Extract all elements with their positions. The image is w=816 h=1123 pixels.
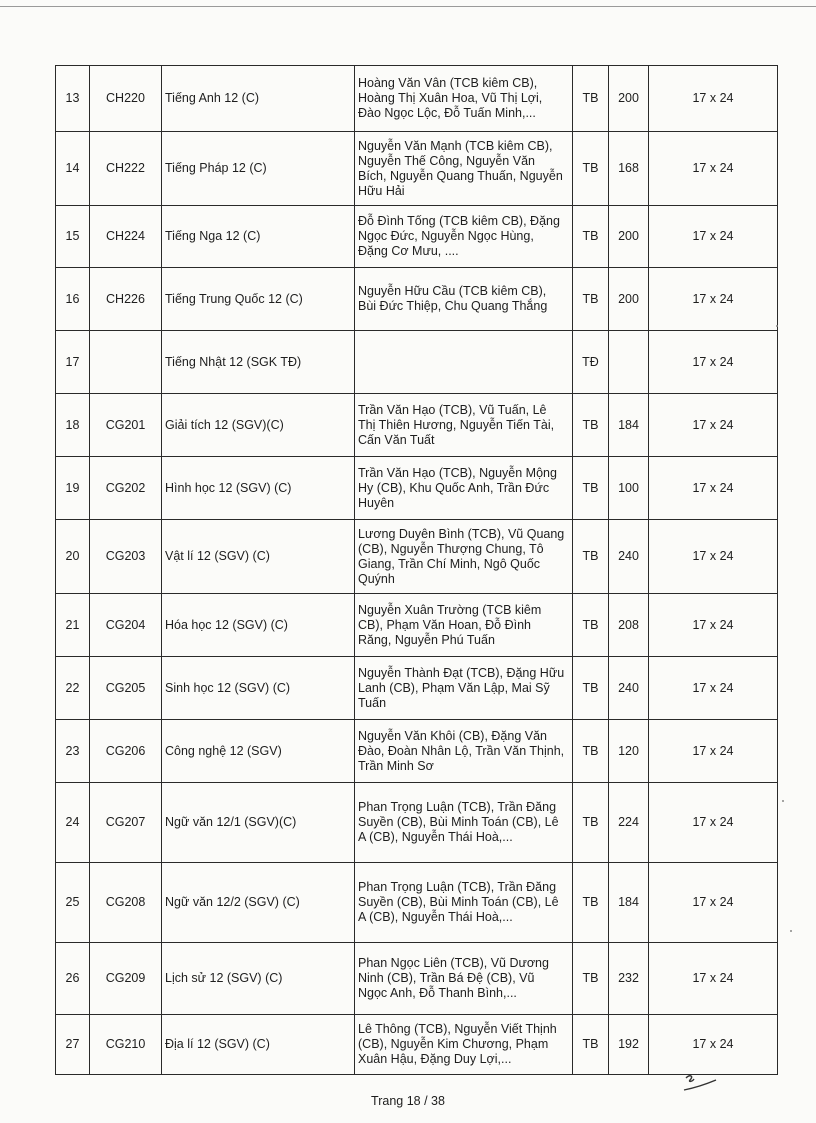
book-type: TB — [573, 1015, 609, 1075]
book-type: TB — [573, 394, 609, 457]
book-title: Tiếng Pháp 12 (C) — [162, 132, 355, 206]
book-size: 17 x 24 — [649, 520, 778, 594]
author-line: Hoàng Thị Xuân Hoa, Vũ Thị Lợi, — [358, 91, 543, 105]
page-count: 100 — [609, 457, 649, 520]
author-line: Lê Thông (TCB), Nguyễn Viết Thịnh — [358, 1022, 557, 1036]
table-row — [56, 331, 778, 394]
row-number: 25 — [56, 863, 90, 943]
author-line: Đào, Đoàn Nhân Lộ, Trần Văn Thịnh, — [358, 743, 565, 758]
author-line: Ngọc Đức, Nguyễn Ngọc Hùng, — [358, 229, 534, 243]
book-code: CG205 — [90, 657, 162, 720]
author-line: Hữu Hải — [358, 183, 405, 198]
author-line: Lương Duyên Bình (TCB), Vũ Quang — [358, 526, 565, 541]
table-row — [56, 520, 778, 594]
book-size: 17 x 24 — [649, 457, 778, 520]
book-title: Hóa học 12 (SGV) (C) — [162, 594, 355, 657]
book-title: Ngữ văn 12/1 (SGV)(C) — [162, 783, 355, 863]
author-line: Bùi Đức Thiệp, Chu Quang Thắng — [358, 299, 548, 313]
page-count: 200 — [609, 66, 649, 132]
book-authors — [355, 783, 573, 863]
row-number: 16 — [56, 268, 90, 331]
book-code: CG206 — [90, 720, 162, 783]
author-line: Ninh (CB), Trần Bá Đệ (CB), Vũ — [358, 971, 535, 985]
table-row — [56, 66, 778, 132]
row-number: 23 — [56, 720, 90, 783]
book-size: 17 x 24 — [649, 132, 778, 206]
author-line: Nguyễn Thành Đạt (TCB), Đặng Hữu — [358, 665, 565, 680]
author-line: Trần Văn Hạo (TCB), Nguyễn Mộng — [358, 465, 557, 480]
book-authors — [355, 720, 573, 783]
book-code: CH220 — [90, 66, 162, 132]
table-row — [56, 943, 778, 1015]
page-count: 184 — [609, 394, 649, 457]
author-line: Lanh (CB), Phạm Văn Lập, Mai Sỹ — [358, 680, 550, 695]
book-size: 17 x 24 — [649, 206, 778, 268]
author-line: Nguyễn Thế Công, Nguyễn Văn — [358, 153, 535, 168]
book-title: Tiếng Trung Quốc 12 (C) — [162, 268, 355, 331]
book-authors — [355, 594, 573, 657]
book-title: Giải tích 12 (SGV)(C) — [162, 394, 355, 457]
book-authors — [355, 132, 573, 206]
table-row — [56, 720, 778, 783]
book-authors — [355, 520, 573, 594]
book-code: CH222 — [90, 132, 162, 206]
page-count: 240 — [609, 520, 649, 594]
book-type: TB — [573, 268, 609, 331]
author-line: (CB), Nguyễn Kim Chương, Phạm — [358, 1037, 549, 1051]
author-line: Ngọc Anh, Đỗ Thanh Bình,... — [358, 986, 517, 1000]
author-line: Đặng Cơ Mưu, .... — [358, 244, 459, 258]
book-type: TB — [573, 720, 609, 783]
row-number: 24 — [56, 783, 90, 863]
author-line: Bích, Nguyễn Quang Thuấn, Nguyễn — [358, 168, 563, 183]
author-line: Hy (CB), Khu Quốc Anh, Trần Đức — [358, 480, 550, 495]
book-authors — [355, 268, 573, 331]
author-line: Huyên — [358, 495, 395, 510]
book-code: CG207 — [90, 783, 162, 863]
book-title: Tiếng Anh 12 (C) — [162, 66, 355, 132]
page-number: Trang 18 / 38 — [371, 1094, 445, 1108]
book-type: TB — [573, 863, 609, 943]
page-count — [609, 331, 649, 394]
author-line: Quýnh — [358, 571, 395, 586]
author-line: Nguyễn Hữu Cầu (TCB kiêm CB), — [358, 284, 547, 298]
book-title: Lịch sử 12 (SGV) (C) — [162, 943, 355, 1015]
table-row — [56, 657, 778, 720]
author-line: (CB), Nguyễn Thượng Chung, Tô — [358, 541, 544, 556]
book-title: Hình học 12 (SGV) (C) — [162, 457, 355, 520]
table-body — [56, 66, 778, 1075]
book-size: 17 x 24 — [649, 1015, 778, 1075]
book-authors — [355, 394, 573, 457]
page-count: 192 — [609, 1015, 649, 1075]
book-title: Ngữ văn 12/2 (SGV) (C) — [162, 863, 355, 943]
row-number: 19 — [56, 457, 90, 520]
book-type: TB — [573, 66, 609, 132]
book-title: Sinh học 12 (SGV) (C) — [162, 657, 355, 720]
table-row — [56, 206, 778, 268]
page-count: 120 — [609, 720, 649, 783]
author-line: Phan Ngọc Liên (TCB), Vũ Dương — [358, 956, 549, 970]
page-count: 224 — [609, 783, 649, 863]
scan-speck — [782, 800, 784, 802]
book-code: CG202 — [90, 457, 162, 520]
row-number: 13 — [56, 66, 90, 132]
row-number: 18 — [56, 394, 90, 457]
page-count: 200 — [609, 206, 649, 268]
book-title: Tiếng Nga 12 (C) — [162, 206, 355, 268]
scan-speck — [790, 930, 792, 932]
book-size: 17 x 24 — [649, 594, 778, 657]
top-rule — [0, 6, 816, 7]
book-authors — [355, 206, 573, 268]
table-row — [56, 268, 778, 331]
book-size: 17 x 24 — [649, 66, 778, 132]
row-number: 14 — [56, 132, 90, 206]
book-authors — [355, 457, 573, 520]
author-line: Xuân Hậu, Đặng Duy Lợi,... — [358, 1052, 512, 1066]
author-line: Trần Minh Sơ — [358, 758, 434, 773]
table-row — [56, 457, 778, 520]
table-row — [56, 394, 778, 457]
row-number: 21 — [56, 594, 90, 657]
scan-speck — [776, 325, 778, 327]
author-line: Nguyễn Văn Mạnh (TCB kiêm CB), — [358, 138, 553, 153]
book-code: CG209 — [90, 943, 162, 1015]
book-code: CH224 — [90, 206, 162, 268]
page-count: 200 — [609, 268, 649, 331]
book-type: TB — [573, 594, 609, 657]
page-count: 208 — [609, 594, 649, 657]
author-line: Cấn Văn Tuất — [358, 432, 435, 447]
table-row — [56, 132, 778, 206]
book-size: 17 x 24 — [649, 943, 778, 1015]
author-line: Suyền (CB), Bùi Minh Toán (CB), Lê — [358, 895, 559, 909]
book-authors — [355, 331, 573, 394]
page-count: 232 — [609, 943, 649, 1015]
book-size: 17 x 24 — [649, 783, 778, 863]
row-number: 17 — [56, 331, 90, 394]
author-line: Phan Trọng Luận (TCB), Trần Đăng — [358, 880, 557, 894]
author-line: A (CB), Nguyễn Thái Hoà,... — [358, 830, 513, 844]
book-authors — [355, 66, 573, 132]
row-number: 26 — [56, 943, 90, 1015]
table-row — [56, 783, 778, 863]
book-size: 17 x 24 — [649, 394, 778, 457]
book-title: Địa lí 12 (SGV) (C) — [162, 1015, 355, 1075]
author-line: Tuấn — [358, 695, 387, 710]
author-line: Nguyễn Xuân Trường (TCB kiêm — [358, 602, 542, 617]
book-code: CG203 — [90, 520, 162, 594]
book-type: TĐ — [573, 331, 609, 394]
book-code — [90, 331, 162, 394]
author-line: Thị Thiên Hương, Nguyễn Tiến Tài, — [358, 417, 555, 432]
book-size: 17 x 24 — [649, 863, 778, 943]
author-line: A (CB), Nguyễn Thái Hoà,... — [358, 910, 513, 924]
author-line: Đào Ngọc Lộc, Đỗ Tuấn Minh,... — [358, 106, 536, 120]
book-size: 17 x 24 — [649, 720, 778, 783]
book-authors — [355, 863, 573, 943]
book-authors — [355, 943, 573, 1015]
book-authors — [355, 1015, 573, 1075]
table-row — [56, 863, 778, 943]
book-title: Công nghệ 12 (SGV) — [162, 720, 355, 783]
book-type: TB — [573, 457, 609, 520]
book-code: CG201 — [90, 394, 162, 457]
author-line: CB), Phạm Văn Hoan, Đỗ Đình — [358, 617, 531, 632]
book-code: CH226 — [90, 268, 162, 331]
author-line: Nguyễn Văn Khôi (CB), Đặng Văn — [358, 728, 547, 743]
book-type: TB — [573, 783, 609, 863]
book-type: TB — [573, 943, 609, 1015]
book-size: 17 x 24 — [649, 657, 778, 720]
row-number: 15 — [56, 206, 90, 268]
author-line: Giang, Trần Chí Minh, Ngô Quốc — [358, 556, 541, 571]
page-count: 184 — [609, 863, 649, 943]
book-type: TB — [573, 520, 609, 594]
book-type: TB — [573, 132, 609, 206]
book-type: TB — [573, 206, 609, 268]
author-line: Đỗ Đình Tống (TCB kiêm CB), Đặng — [358, 214, 560, 228]
book-title: Tiếng Nhật 12 (SGK TĐ) — [162, 331, 355, 394]
textbook-table — [55, 65, 778, 1075]
table-row — [56, 594, 778, 657]
book-title: Vật lí 12 (SGV) (C) — [162, 520, 355, 594]
author-line: Suyền (CB), Bùi Minh Toán (CB), Lê — [358, 815, 559, 829]
table-row — [56, 1015, 778, 1075]
author-line: Hoàng Văn Vân (TCB kiêm CB), — [358, 76, 538, 90]
book-code: CG204 — [90, 594, 162, 657]
book-size: 17 x 24 — [649, 331, 778, 394]
author-line: Phan Trọng Luận (TCB), Trần Đăng — [358, 800, 557, 814]
row-number: 27 — [56, 1015, 90, 1075]
signature-mark — [680, 1070, 720, 1096]
book-code: CG210 — [90, 1015, 162, 1075]
author-line: Trần Văn Hạo (TCB), Vũ Tuấn, Lê — [358, 402, 547, 417]
page-count: 240 — [609, 657, 649, 720]
author-line: Răng, Nguyễn Phú Tuấn — [358, 632, 495, 647]
row-number: 20 — [56, 520, 90, 594]
book-code: CG208 — [90, 863, 162, 943]
row-number: 22 — [56, 657, 90, 720]
book-authors — [355, 657, 573, 720]
page-count: 168 — [609, 132, 649, 206]
book-size: 17 x 24 — [649, 268, 778, 331]
book-type: TB — [573, 657, 609, 720]
